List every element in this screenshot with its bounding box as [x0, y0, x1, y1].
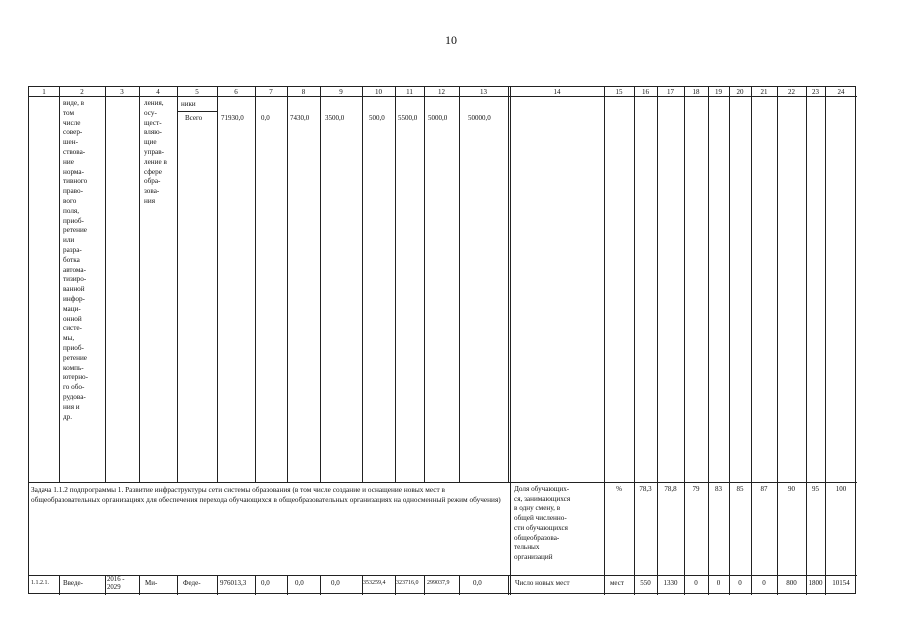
col-header-16: 16 — [642, 88, 649, 96]
col-header-18: 18 — [692, 88, 700, 96]
col-header-17: 17 — [667, 88, 674, 96]
last-val-19: 0 — [716, 579, 721, 587]
row1-col13: 50000,0 — [468, 114, 491, 122]
row1-col8: 7430,0 — [290, 114, 310, 122]
sub-task-title: Задача 1.1.2 подпрограммы 1. Развитие инфраструктуры сети системы образования (в том числе создание и оснащение новых мест в общеобразовательных организациях для обеспечения перехода обучающихся в общеобразовательных организациях на односменный режим обучения) — [31, 485, 501, 504]
task-val-18: 79 — [692, 485, 700, 493]
task-val-19: 83 — [715, 485, 722, 493]
last-val-23: 1800 — [808, 579, 823, 587]
last-row-col3: 2016 - 2029 — [107, 576, 125, 591]
last-val-17: 1330 — [663, 579, 678, 587]
task-val-22: 90 — [788, 485, 795, 493]
row1-col6: 71930,0 — [221, 114, 244, 122]
last-val-21: 0 — [762, 579, 766, 587]
task-val-24: 100 — [835, 485, 847, 493]
col-header-13: 13 — [480, 88, 487, 96]
row1-col10: 500,0 — [369, 114, 385, 122]
col-header-24: 24 — [837, 88, 845, 96]
col-header-8: 8 — [301, 88, 306, 96]
last-row-col13: 0,0 — [473, 579, 482, 587]
task-val-21: 87 — [760, 485, 768, 493]
col-header-23: 23 — [812, 88, 819, 96]
last-row-col2: Введе- — [63, 579, 83, 587]
last-row-col6: 976013,3 — [220, 579, 247, 587]
col-header-7: 7 — [269, 88, 273, 96]
col-header-19: 19 — [715, 88, 722, 96]
task-val-17: 78,8 — [664, 485, 677, 493]
last-row-col1: 1.1.2.1. — [31, 580, 49, 586]
task-val-16: 78,3 — [639, 485, 652, 493]
col-header-9: 9 — [339, 88, 343, 96]
last-val-16: 550 — [640, 579, 651, 587]
last-row-col5: Феде- — [183, 579, 201, 587]
last-row-col12: 299037,9 — [427, 580, 450, 586]
col-header-2: 2 — [80, 88, 84, 96]
row1-col7: 0,0 — [261, 114, 270, 122]
col-header-1: 1 — [42, 88, 46, 96]
col-header-5: 5 — [195, 88, 199, 96]
col-header-21: 21 — [760, 88, 768, 96]
col-header-20: 20 — [736, 88, 744, 96]
last-val-18: 0 — [694, 579, 698, 587]
col-header-14: 14 — [553, 88, 561, 96]
row1-col5: Всего — [185, 114, 203, 122]
last-row-col14: Число новых мест — [515, 579, 570, 587]
row1-col5-top: ники — [181, 100, 196, 108]
last-row-col9: 0,0 — [331, 579, 340, 587]
indicator-unit: % — [616, 485, 622, 493]
col-header-11: 11 — [406, 88, 413, 96]
last-val-24: 10154 — [832, 579, 850, 587]
last-val-20: 0 — [738, 579, 742, 587]
col-header-3: 3 — [120, 88, 124, 96]
row1-col11: 5500,0 — [398, 114, 418, 122]
col-header-6: 6 — [234, 88, 238, 96]
last-row-col7: 0,0 — [261, 579, 270, 587]
col-header-12: 12 — [438, 88, 445, 96]
task-val-20: 85 — [736, 485, 744, 493]
row1-col12: 5000,0 — [428, 114, 448, 122]
last-row-col4: Ми- — [145, 579, 158, 587]
col-header-15: 15 — [615, 88, 623, 96]
indicator-name: Доля обучающих- ся, занимающихся в одну смену, в общей численно- сти обучающихся общеобразова- тельных организаций — [514, 485, 571, 561]
last-row-col8: 0,0 — [295, 579, 304, 587]
budget-table — [28, 86, 856, 594]
last-row-col10: 353259,4 — [363, 580, 386, 586]
page-number: 10 — [445, 33, 457, 47]
task-val-23: 95 — [812, 485, 819, 493]
row1-col4-text: ления, осу- щест- вляю- щие управ- ление в сфере обра- зова- ния — [144, 99, 167, 205]
col-header-22: 22 — [788, 88, 795, 96]
row1-col9: 3500,0 — [325, 114, 345, 122]
row1-col2-text: виде, в том числе совер- шен- ствова- ние норма- тивного право- вого поля, приоб- ретение или разра- ботка автома- тизиро- ванной инфор- маци- онной систе- мы, приоб- ретение компь- ютерно- го обо- рудова- ния и др. — [63, 99, 89, 421]
last-row-col11: 323716,0 — [396, 580, 419, 586]
last-row-col15: мест — [610, 579, 624, 587]
last-val-22: 800 — [786, 579, 797, 587]
col-header-4: 4 — [156, 88, 160, 96]
col-header-10: 10 — [375, 88, 382, 96]
